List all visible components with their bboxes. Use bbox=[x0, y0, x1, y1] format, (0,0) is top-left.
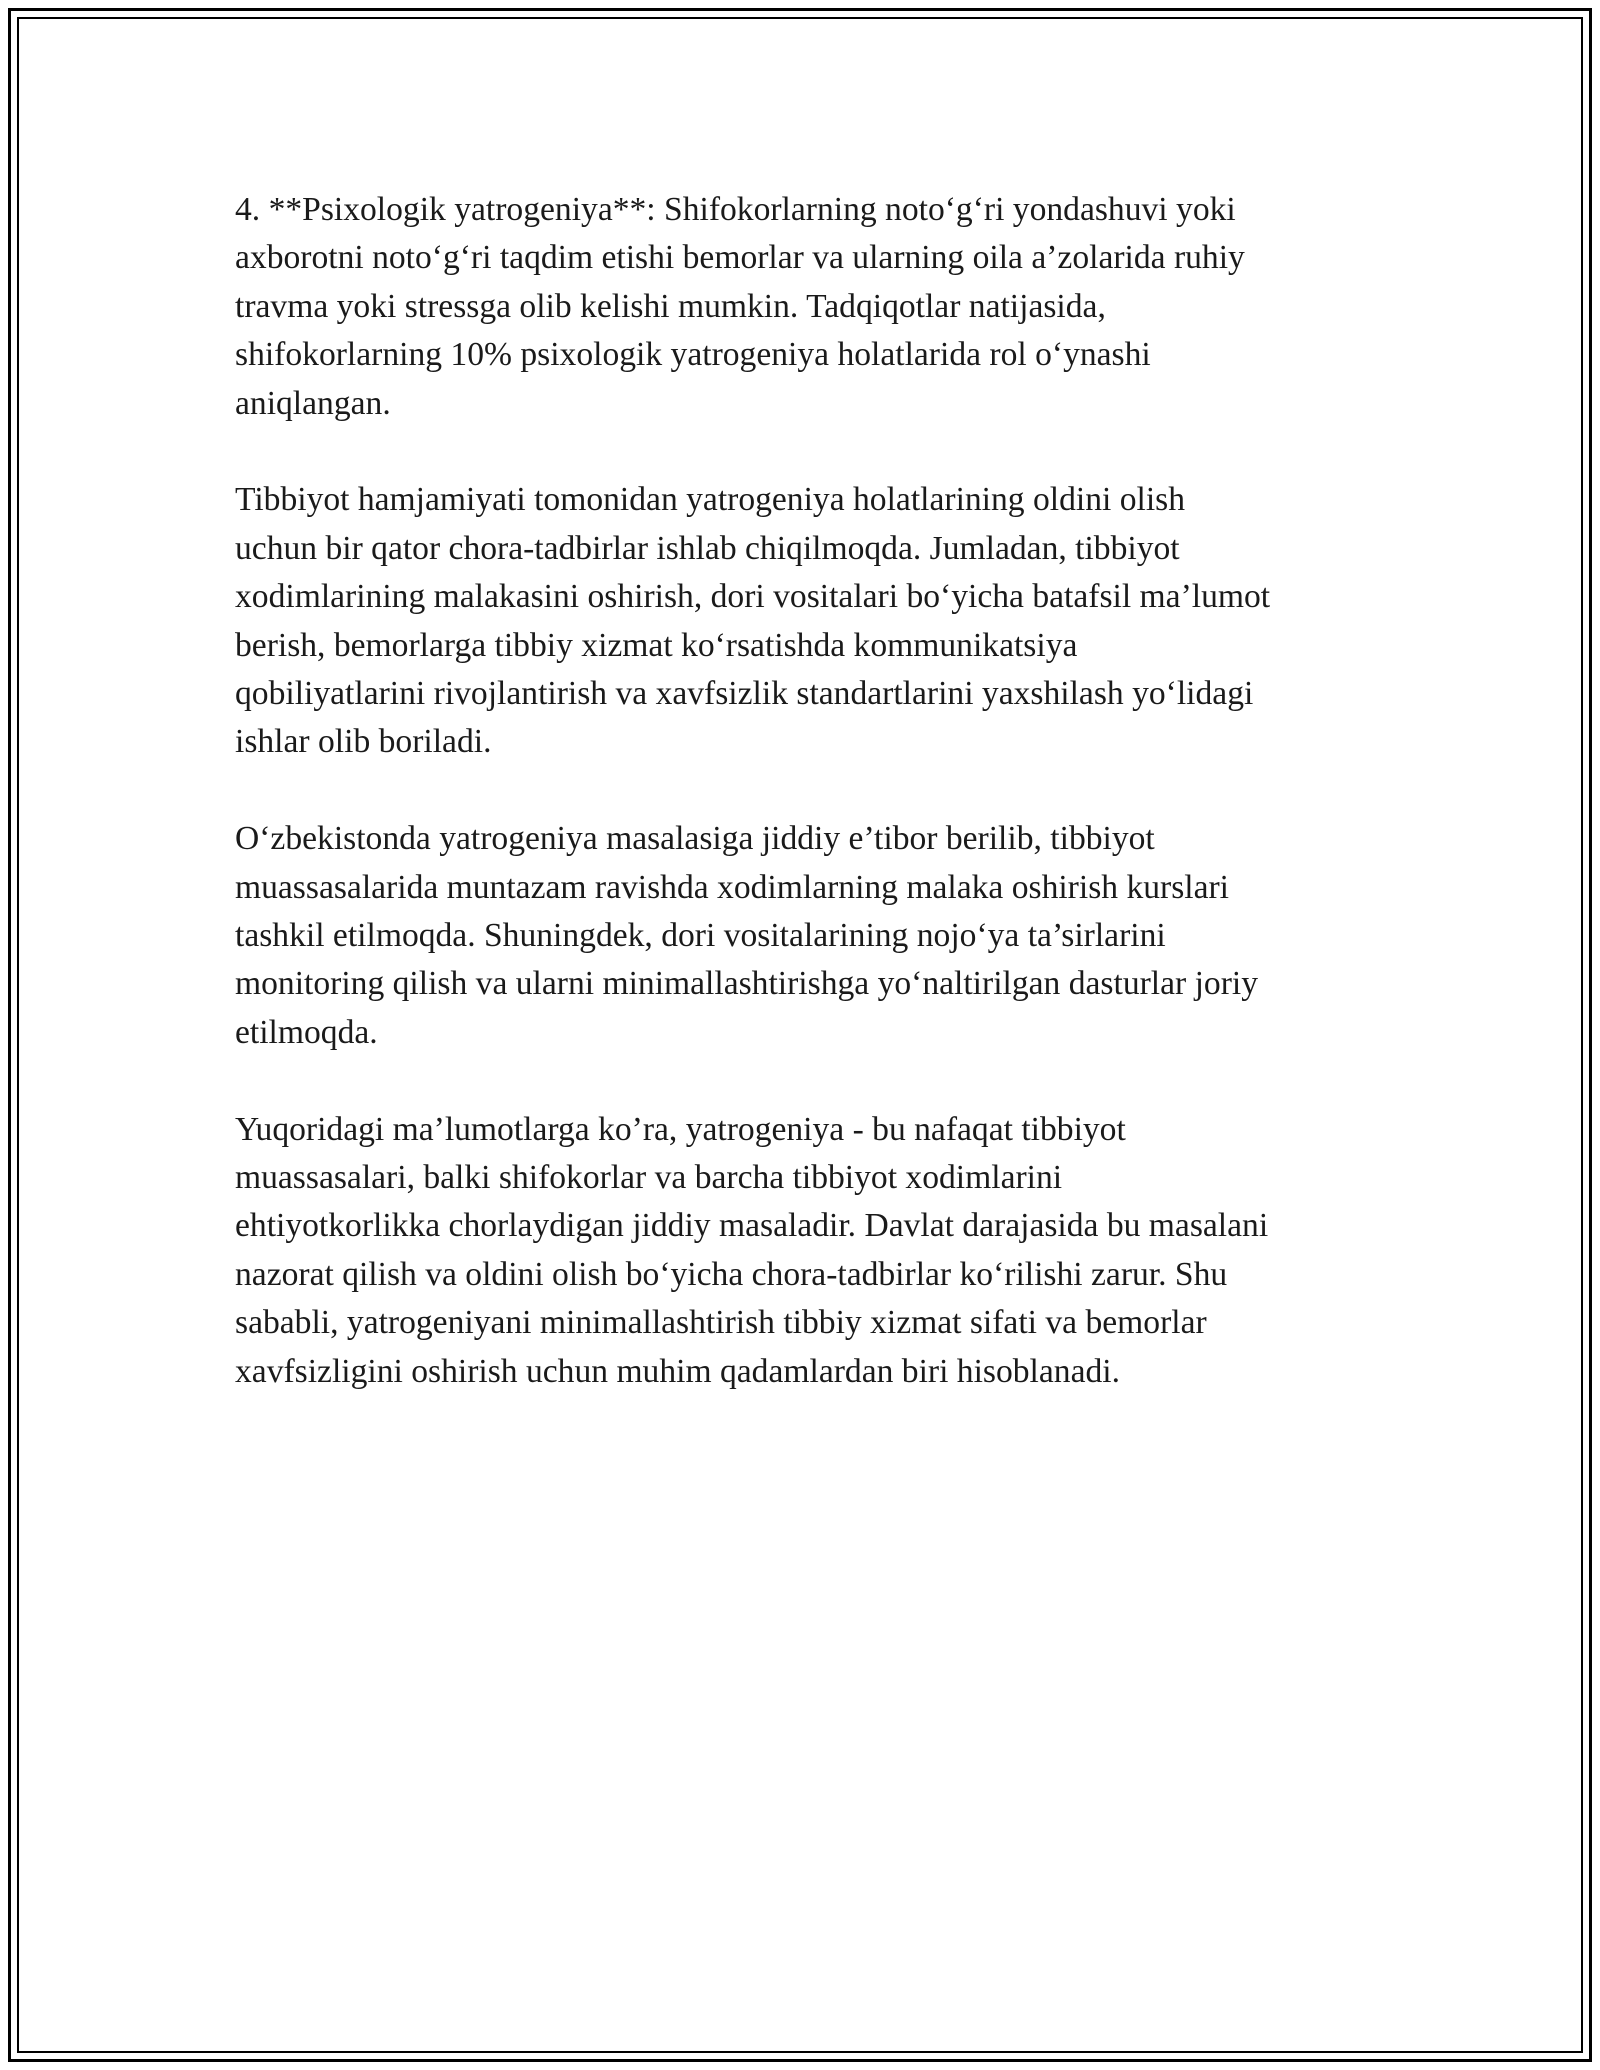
paragraph-xulosa bbox=[235, 1106, 1385, 1396]
text-line: O‘zbekistonda yatrogeniya masalasiga jiddiy e’tibor berilib, tibbiyot bbox=[235, 820, 1155, 858]
text-line: etilmoqda. bbox=[235, 1013, 378, 1051]
text-line: ehtiyotkorlikka chorlaydigan jiddiy masaladir. Davlat darajasida bu masalani bbox=[235, 1207, 1269, 1245]
text-line: qobiliyatlarini rivojlantirish va xavfsizlik standartlarini yaxshilash yo‘lidagi bbox=[235, 675, 1254, 713]
text-line: Yuqoridagi ma’lumotlarga ko’ra, yatrogeniya - bu nafaqat tibbiyot bbox=[235, 1110, 1126, 1148]
text-line: muassasalari, balki shifokorlar va barcha tibbiyot xodimlarini bbox=[235, 1159, 1063, 1197]
paragraph-chora-tadbirlar bbox=[235, 476, 1385, 766]
text-line: travma yoki stressga olib kelishi mumkin. Tadqiqotlar natijasida, bbox=[235, 287, 1106, 325]
text-line: axborotni noto‘g‘ri taqdim etishi bemorlar va ularning oila a’zolarida ruhiy bbox=[235, 239, 1245, 277]
text-line: xavfsizligini oshirish uchun muhim qadamlardan biri hisoblanadi. bbox=[235, 1352, 1121, 1390]
paragraph-ozbekiston bbox=[235, 815, 1385, 1057]
text-line: xodimlarining malakasini oshirish, dori vositalari bo‘yicha batafsil ma’lumot bbox=[235, 578, 1271, 616]
text-line: uchun bir qator chora-tadbirlar ishlab chiqilmoqda. Jumladan, tibbiyot bbox=[235, 529, 1180, 567]
text-line: ishlar olib boriladi. bbox=[235, 723, 492, 761]
text-line: aniqlangan. bbox=[235, 384, 391, 422]
text-line: monitoring qilish va ularni minimallashtirishga yo‘naltirilgan dasturlar joriy bbox=[235, 965, 1259, 1003]
text-line: nazorat qilish va oldini olish bo‘yicha chora-tadbirlar ko‘rilishi zarur. Shu bbox=[235, 1255, 1228, 1293]
text-line: Tibbiyot hamjamiyati tomonidan yatrogeniya holatlarining oldini olish bbox=[235, 481, 1186, 519]
text-line: berish, bemorlarga tibbiy xizmat ko‘rsatishda kommunikatsiya bbox=[235, 626, 1078, 664]
text-line: shifokorlarning 10% psixologik yatrogeniya holatlarida rol o‘ynashi bbox=[235, 336, 1151, 374]
document-body bbox=[235, 186, 1385, 1445]
paragraph-psixologik-yatrogeniya bbox=[235, 186, 1385, 428]
text-line: tashkil etilmoqda. Shuningdek, dori vositalarining nojo‘ya ta’sirlarini bbox=[235, 917, 1166, 955]
text-line: muassasalarida muntazam ravishda xodimlarning malaka oshirish kurslari bbox=[235, 868, 1230, 906]
text-line: sababli, yatrogeniyani minimallashtirish tibbiy xizmat sifati va bemorlar bbox=[235, 1304, 1207, 1342]
text-line: 4. **Psixologik yatrogeniya**: Shifokorlarning noto‘g‘ri yondashuvi yoki bbox=[235, 191, 1236, 228]
